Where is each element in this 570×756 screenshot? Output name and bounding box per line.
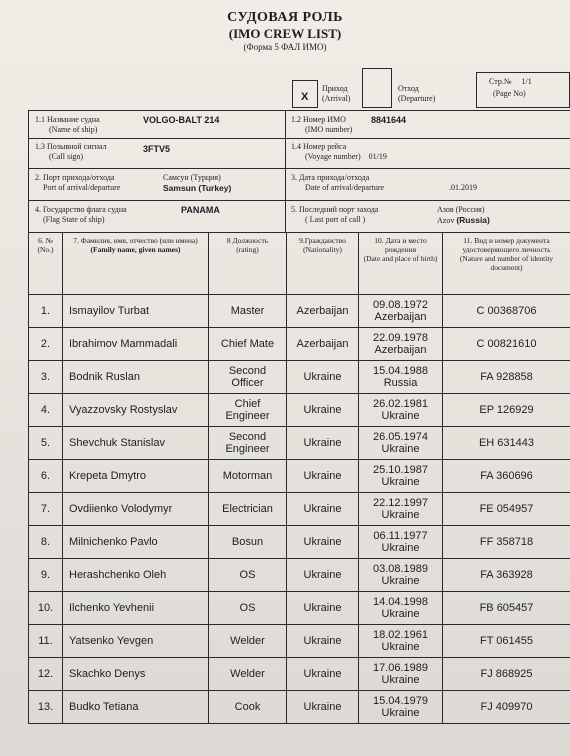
crew-document: FJ 868925 bbox=[443, 658, 570, 691]
table-row bbox=[29, 427, 570, 460]
voyage-number: 01/19 bbox=[368, 152, 387, 161]
port-en: Samsun (Turkey) bbox=[163, 183, 232, 193]
info-row-1: 1.1 Название судна (Name of ship) VOLGO-BALT 214 1.2 Номер ИМО (IMO number) 8841644 bbox=[29, 111, 570, 139]
crew-document: FF 358718 bbox=[443, 526, 570, 559]
table-row bbox=[29, 658, 570, 691]
crew-name: Krepeta Dmytro bbox=[63, 460, 209, 493]
imo-number: 8841644 bbox=[371, 115, 407, 125]
crew-document: FE 054957 bbox=[443, 493, 570, 526]
crew-birth: 09.08.1972 Azerbaijan bbox=[359, 295, 443, 328]
crew-document: FB 605457 bbox=[443, 592, 570, 625]
crew-number: 5. bbox=[29, 427, 63, 460]
crew-document: C 00821610 bbox=[443, 328, 570, 361]
table-row bbox=[29, 328, 570, 361]
page-number: 1/1 bbox=[521, 77, 532, 86]
crew-rank: Chief Engineer bbox=[209, 394, 287, 427]
crew-number: 7. bbox=[29, 493, 63, 526]
crew-nationality: Ukraine bbox=[287, 559, 359, 592]
crew-number: 11. bbox=[29, 625, 63, 658]
crew-birth: 17.06.1989 Ukraine bbox=[359, 658, 443, 691]
arrival-mark: X bbox=[301, 91, 309, 103]
document-title-en: (IMO CREW LIST) bbox=[228, 26, 342, 41]
crew-birth: 14.04.1998 Ukraine bbox=[359, 592, 443, 625]
crew-rank: Cook bbox=[209, 691, 287, 724]
crew-birth: 26.02.1981 Ukraine bbox=[359, 394, 443, 427]
crew-table-body bbox=[29, 295, 570, 724]
crew-nationality: Ukraine bbox=[287, 394, 359, 427]
crew-nationality: Azerbaijan bbox=[287, 328, 359, 361]
flag-state: PANAMA bbox=[181, 205, 220, 215]
crew-name: Vyazzovsky Rostyslav bbox=[63, 394, 209, 427]
crew-rank: Welder bbox=[209, 658, 287, 691]
crew-nationality: Ukraine bbox=[287, 658, 359, 691]
crew-birth: 25.10.1987 Ukraine bbox=[359, 460, 443, 493]
crew-nationality: Ukraine bbox=[287, 493, 359, 526]
crew-rank: Second Officer bbox=[209, 361, 287, 394]
document-form: (Форма 5 ФАЛ ИМО) bbox=[243, 42, 327, 52]
page-number-box: Стр.№ 1/1 (Page No) bbox=[476, 72, 570, 108]
crew-document: FA 363928 bbox=[443, 559, 570, 592]
crew-name: Ibrahimov Mammadali bbox=[63, 328, 209, 361]
table-row bbox=[29, 559, 570, 592]
crew-rank: Electrician bbox=[209, 493, 287, 526]
crew-rank: Welder bbox=[209, 625, 287, 658]
last-port-country: (Russia) bbox=[456, 215, 490, 225]
crew-number: 12. bbox=[29, 658, 63, 691]
table-row bbox=[29, 361, 570, 394]
departure-checkbox[interactable] bbox=[362, 68, 392, 108]
crew-nationality: Ukraine bbox=[287, 625, 359, 658]
crew-document: EP 126929 bbox=[443, 394, 570, 427]
crew-number: 1. bbox=[29, 295, 63, 328]
col-header-rank: 8 Должность (rating) bbox=[209, 233, 287, 295]
crew-birth: 22.12.1997 Ukraine bbox=[359, 493, 443, 526]
crew-birth: 15.04.1979 Ukraine bbox=[359, 691, 443, 724]
crew-name: Bodnik Ruslan bbox=[63, 361, 209, 394]
crew-number: 4. bbox=[29, 394, 63, 427]
arrival-label: Приход (Arrival) bbox=[322, 84, 351, 103]
table-row bbox=[29, 493, 570, 526]
crew-number: 9. bbox=[29, 559, 63, 592]
col-header-birth: 10. Дата и место рождения (Date and place of birth) bbox=[359, 233, 443, 295]
arrival-date: .01.2019 bbox=[449, 183, 477, 192]
call-sign: 3FTV5 bbox=[143, 144, 171, 154]
crew-birth: 26.05.1974 Ukraine bbox=[359, 427, 443, 460]
table-row bbox=[29, 295, 570, 328]
col-header-name: 7. Фамилия, имя, отчество (или имена) (Family name, given names) bbox=[63, 233, 209, 295]
crew-nationality: Ukraine bbox=[287, 361, 359, 394]
crew-rank: OS bbox=[209, 559, 287, 592]
crew-document: FA 360696 bbox=[443, 460, 570, 493]
crew-nationality: Azerbaijan bbox=[287, 295, 359, 328]
crew-birth: 03.08.1989 Ukraine bbox=[359, 559, 443, 592]
crew-nationality: Ukraine bbox=[287, 592, 359, 625]
crew-document: C 00368706 bbox=[443, 295, 570, 328]
crew-number: 3. bbox=[29, 361, 63, 394]
info-row-4: 4. Государство флага судна (Flag State of ship) PANAMA 5. Последний порт захода ( Last port of call ) Азов (Россия) Azov (Russia) bbox=[29, 201, 570, 233]
crew-name: Ovdiienko Volodymyr bbox=[63, 493, 209, 526]
crew-name: Budko Tetiana bbox=[63, 691, 209, 724]
info-row-3: 2. Порт прихода/отхода Port of arrival/departure Самсун (Турция) Samsun (Turkey) 3. Дата прихода/отхода Date of arrival/departure .01.2019 bbox=[29, 169, 570, 201]
crew-name: Yatsenko Yevgen bbox=[63, 625, 209, 658]
ship-name: VOLGO-BALT 214 bbox=[143, 115, 220, 125]
crew-name: Ilchenko Yevhenii bbox=[63, 592, 209, 625]
document-title-ru: СУДОВАЯ РОЛЬ bbox=[227, 10, 343, 25]
table-row bbox=[29, 625, 570, 658]
table-row bbox=[29, 460, 570, 493]
departure-label: Отход (Departure) bbox=[398, 84, 436, 103]
crew-number: 8. bbox=[29, 526, 63, 559]
crew-rank: Master bbox=[209, 295, 287, 328]
table-row bbox=[29, 526, 570, 559]
crew-number: 6. bbox=[29, 460, 63, 493]
crew-document: FT 061455 bbox=[443, 625, 570, 658]
col-header-number: 6. № (No.) bbox=[29, 233, 63, 295]
col-header-document: 11. Вид и номер документа удостоверяющего личность (Nature and number of identity document) bbox=[443, 233, 570, 295]
crew-birth: 15.04.1988 Russia bbox=[359, 361, 443, 394]
crew-nationality: Ukraine bbox=[287, 526, 359, 559]
crew-name: Milnichenko Pavlo bbox=[63, 526, 209, 559]
table-row bbox=[29, 592, 570, 625]
ship-info-block bbox=[28, 110, 570, 232]
crew-birth: 06.11.1977 Ukraine bbox=[359, 526, 443, 559]
info-row-2: 1.3 Позывной сигнал (Call sign) 3FTV5 1.4 Номер рейса (Voyage number) 01/19 bbox=[29, 139, 570, 169]
table-row bbox=[29, 691, 570, 724]
crew-document: EH 631443 bbox=[443, 427, 570, 460]
last-port-en: Azov bbox=[437, 216, 455, 225]
crew-name: Skachko Denys bbox=[63, 658, 209, 691]
crew-name: Ismayilov Turbat bbox=[63, 295, 209, 328]
crew-name: Shevchuk Stanislav bbox=[63, 427, 209, 460]
crew-birth: 18.02.1961 Ukraine bbox=[359, 625, 443, 658]
crew-number: 2. bbox=[29, 328, 63, 361]
crew-birth: 22.09.1978 Azerbaijan bbox=[359, 328, 443, 361]
crew-nationality: Ukraine bbox=[287, 691, 359, 724]
crew-number: 13. bbox=[29, 691, 63, 724]
col-header-nationality: 9.Гражданство (Nationality) bbox=[287, 233, 359, 295]
crew-rank: Bosun bbox=[209, 526, 287, 559]
crew-number: 10. bbox=[29, 592, 63, 625]
arrival-checkbox[interactable] bbox=[292, 80, 318, 108]
crew-name: Herashchenko Oleh bbox=[63, 559, 209, 592]
crew-document: FA 928858 bbox=[443, 361, 570, 394]
crew-rank: Motorman bbox=[209, 460, 287, 493]
crew-document: FJ 409970 bbox=[443, 691, 570, 724]
crew-nationality: Ukraine bbox=[287, 460, 359, 493]
crew-nationality: Ukraine bbox=[287, 427, 359, 460]
crew-rank: OS bbox=[209, 592, 287, 625]
last-port-ru: Азов (Россия) bbox=[437, 205, 485, 214]
crew-table-header bbox=[29, 233, 570, 295]
table-row bbox=[29, 394, 570, 427]
crew-rank: Second Engineer bbox=[209, 427, 287, 460]
crew-rank: Chief Mate bbox=[209, 328, 287, 361]
crew-table bbox=[28, 232, 570, 724]
port-ru: Самсун (Турция) bbox=[163, 173, 221, 182]
